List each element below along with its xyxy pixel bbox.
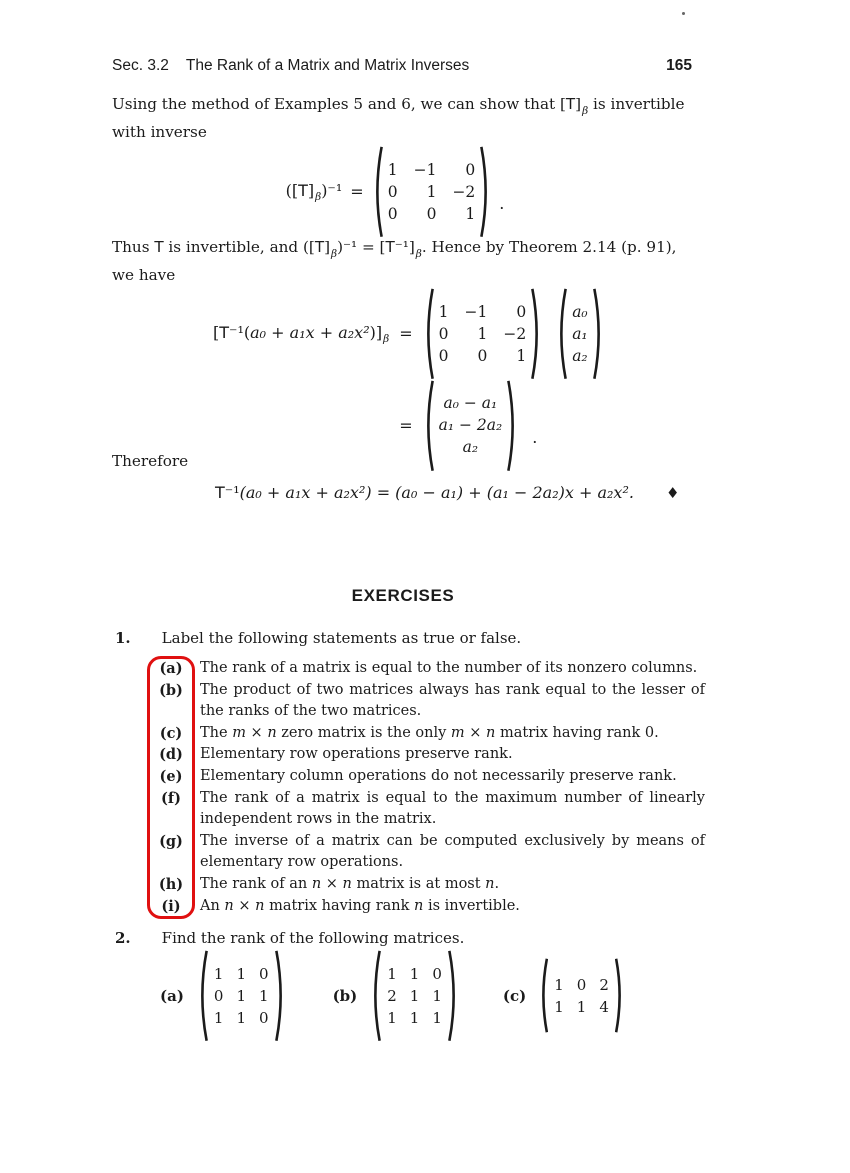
matrix-cell: 0 — [432, 964, 442, 983]
matrix-cell: 1 — [259, 986, 269, 1005]
matrix-cell: 1 — [477, 324, 488, 343]
matrix-cell: 0 — [387, 204, 398, 223]
list-item — [149, 723, 709, 745]
math-T: T — [154, 238, 164, 256]
math-run: m × n — [232, 724, 277, 741]
math-run: ([ — [302, 238, 315, 256]
beta-subscript: β — [331, 247, 338, 260]
math-run: ([ — [285, 180, 299, 200]
matrix-cell: 1 — [409, 964, 420, 983]
exercise-number: 2. — [115, 929, 131, 947]
text-run: we have — [112, 266, 176, 284]
math-T: T — [219, 322, 230, 342]
text-run: The product of two matrices always has rank equal to the lesser of the ranks of the two matrices. — [200, 681, 705, 720]
matrix-cell: 0 — [387, 182, 398, 201]
matrix-cell: 1 — [465, 204, 476, 223]
matrix-cell: 1 — [236, 964, 247, 983]
math-run: )⁻¹ = [ — [337, 238, 386, 256]
math-run: ] — [307, 180, 315, 200]
matrix-cell: a₀ − a₁ — [443, 394, 498, 413]
matrix-cell: 0 — [438, 346, 449, 365]
right-paren-icon — [593, 288, 604, 380]
part-label: (c) — [502, 986, 527, 1005]
right-paren-icon — [275, 950, 286, 1042]
list-item — [149, 744, 709, 766]
matrix-cells — [548, 969, 615, 1023]
right-paren-icon — [507, 380, 518, 472]
right-paren-icon — [531, 288, 542, 380]
text-run: is invertible. — [423, 897, 520, 914]
text-run: An — [200, 897, 225, 914]
text-run: The inverse of a matrix can be computed exclusively by means of elementary row operations. — [200, 832, 705, 871]
matrix-cell: 1 — [438, 302, 449, 321]
exercise-text: Find the rank of the following matrices. — [161, 929, 465, 947]
text-run: with inverse — [112, 123, 207, 141]
text-run: matrix having rank 0. — [495, 724, 659, 741]
equals-sign: = — [399, 415, 413, 435]
text-line — [112, 265, 708, 287]
matrix-cell: 2 — [599, 975, 609, 994]
equation-rhs — [423, 380, 604, 472]
math-T: T — [298, 180, 308, 200]
text-run: The — [200, 724, 233, 741]
math-T: T — [215, 483, 225, 502]
text-run: is invertible, and — [163, 238, 303, 256]
text-run: Thus — [112, 238, 155, 256]
right-paren-icon — [480, 146, 491, 238]
item-text — [200, 788, 705, 831]
text-run: The rank of an — [200, 875, 312, 892]
math-run: m × n — [450, 724, 496, 741]
matrix-cell: 1 — [236, 1008, 247, 1027]
math-T: T — [314, 238, 325, 256]
list-item — [149, 831, 709, 874]
math-run: )] — [369, 322, 383, 342]
beta-subscript: β — [415, 247, 422, 260]
equation-inverse-matrix — [0, 146, 820, 238]
text-run: . — [494, 875, 500, 892]
exercise-2-matrices — [160, 950, 624, 1042]
matrix-cell: 1 — [387, 160, 398, 179]
item-text — [200, 723, 705, 745]
left-paren-icon — [197, 950, 208, 1042]
matrix-cell: 1 — [426, 182, 437, 201]
matrix-cell: −2 — [503, 324, 527, 343]
right-paren-icon — [615, 958, 624, 1033]
section-label: Sec. 3.2 — [112, 57, 169, 74]
item-text — [200, 680, 705, 723]
math-run: n × n — [311, 875, 352, 892]
equation-lhs — [213, 323, 389, 346]
matrix-cells — [381, 958, 448, 1034]
vector-cells — [434, 387, 508, 463]
beta-subscript: β — [582, 104, 589, 117]
final-equation — [215, 483, 679, 502]
item-text — [200, 896, 705, 918]
matrix-cell: 1 — [387, 964, 397, 983]
left-paren-icon — [539, 958, 548, 1033]
matrix-cell: a₁ — [572, 324, 588, 343]
matrix-cell: 2 — [387, 986, 397, 1005]
item-label: (c) — [159, 724, 183, 742]
math-run: [ — [213, 322, 220, 342]
text-run: . Hence by Theorem 2.14 (p. 91), — [421, 238, 677, 256]
period: . — [499, 194, 505, 214]
matrix-cell: 1 — [554, 997, 564, 1016]
matrix-cell: 1 — [516, 346, 527, 365]
item-text — [200, 766, 705, 788]
math-bracket: ] — [575, 95, 582, 113]
matrix-cell: a₁ − 2a₂ — [438, 416, 503, 435]
text-run: is invertible — [588, 95, 685, 113]
item-label: (h) — [158, 875, 184, 893]
matrix-cell: 1 — [432, 1008, 442, 1027]
result-vector — [423, 380, 519, 472]
text-line — [112, 122, 708, 144]
item-label: (e) — [159, 767, 183, 785]
matrix-cell: a₂ — [462, 438, 479, 457]
text-run: zero matrix is the only — [276, 724, 451, 741]
math-run: n × n — [224, 897, 265, 914]
item-text — [200, 831, 705, 874]
period: . — [532, 427, 538, 447]
matrix-cell: 0 — [516, 302, 527, 321]
item-text — [200, 658, 705, 680]
left-paren-icon — [370, 950, 381, 1042]
part-label: (b) — [332, 986, 358, 1005]
matrix-cell: 0 — [438, 324, 449, 343]
math-run: n — [485, 875, 495, 892]
matrix-cell: 0 — [213, 986, 224, 1005]
math-T: T — [385, 238, 395, 256]
matrix-cell: −2 — [452, 182, 476, 201]
matrix-cell: 0 — [477, 346, 488, 365]
left-paren-icon — [556, 288, 567, 380]
matrix-cell: −1 — [464, 302, 488, 321]
matrix — [372, 146, 492, 238]
item-label: (g) — [159, 832, 183, 850]
matrix-cell: −1 — [413, 160, 437, 179]
matrix-cell: 1 — [387, 1008, 397, 1027]
scan-artifact-dot — [682, 12, 685, 15]
vector-cells — [567, 296, 592, 372]
matrix — [539, 958, 624, 1033]
beta-subscript: β — [383, 333, 390, 346]
thus-paragraph — [112, 237, 708, 287]
list-item — [149, 680, 709, 723]
matrix-cell: 1 — [213, 1008, 224, 1027]
text-run: The rank of a matrix is equal to the number of its nonzero columns. — [200, 660, 698, 676]
text-run: matrix having rank — [264, 897, 415, 914]
matrix-cells — [383, 154, 481, 230]
right-paren-icon — [448, 950, 459, 1042]
matrix-cell: a₀ — [572, 302, 588, 321]
text-run: Elementary row operations preserve rank. — [200, 746, 513, 763]
exercises-heading: EXERCISES — [351, 586, 455, 605]
equation-lhs — [286, 181, 343, 204]
matrix-cell: 0 — [576, 975, 587, 994]
item-label: (f) — [161, 789, 181, 807]
beta-subscript: β — [315, 191, 322, 204]
exercise-text: Label the following statements as true or false. — [161, 629, 522, 647]
exercise-1-prompt — [115, 629, 521, 647]
equation-rhs — [423, 288, 604, 380]
list-item — [149, 658, 709, 680]
exponent: ⁻¹ — [224, 483, 240, 502]
equation-apply-inverse — [213, 288, 604, 471]
polynomial: a₀ + a₁x + a₂x² — [250, 322, 370, 342]
list-item — [149, 766, 709, 788]
matrix-cell: 0 — [426, 204, 437, 223]
running-head — [112, 57, 469, 75]
text-line — [112, 94, 708, 122]
item-label: (a) — [159, 660, 183, 677]
matrix — [423, 288, 543, 380]
left-paren-icon — [372, 146, 383, 238]
list-item — [149, 896, 709, 918]
page-number: 165 — [666, 57, 692, 74]
math-run: )⁻¹ — [321, 180, 343, 200]
matrix-cell: 1 — [409, 1008, 420, 1027]
item-label: (i) — [161, 897, 181, 915]
matrix-cell: 1 — [213, 964, 224, 983]
math-T: T — [565, 95, 576, 113]
list-item — [149, 874, 709, 896]
item-text — [200, 744, 705, 766]
math-run: n — [414, 897, 424, 914]
item-text — [200, 874, 705, 896]
equation-body: (a₀ + a₁x + a₂x²) = (a₀ − a₁) + (a₁ − 2a₂)x + a₂x². — [239, 483, 634, 502]
text-run: Elementary column operations do not necessarily preserve rank. — [200, 767, 677, 784]
left-paren-icon — [423, 288, 434, 380]
matrix-cell: 0 — [259, 964, 269, 983]
item-label: (d) — [159, 746, 183, 764]
left-paren-icon — [423, 380, 434, 472]
matrix-cell: 0 — [259, 1008, 269, 1027]
matrix — [370, 950, 459, 1042]
therefore-text: Therefore — [112, 452, 189, 470]
math-bracket: [ — [559, 95, 566, 113]
math-run: ] — [324, 238, 331, 256]
matrix — [197, 950, 286, 1042]
math-run: ⁻¹( — [229, 322, 251, 342]
text-run: The rank of a matrix is equal to the maximum number of linearly independent rows in the matrix. — [200, 789, 705, 828]
matrix-cell: 0 — [465, 160, 476, 179]
matrix-cell: 4 — [599, 997, 609, 1016]
matrix-cell: 1 — [554, 975, 564, 994]
end-of-example-diamond: ♦ — [665, 484, 680, 502]
exercise-2-prompt — [115, 929, 464, 947]
matrix-cell: 1 — [236, 986, 247, 1005]
equals-sign: = — [350, 182, 364, 202]
list-item — [149, 788, 709, 831]
exercise-number: 1. — [115, 629, 131, 647]
text-line — [112, 237, 708, 265]
math-run: ⁻¹] — [394, 238, 415, 256]
text-run: matrix is at most — [351, 875, 486, 892]
item-label: (b) — [159, 681, 183, 699]
intro-paragraph — [112, 94, 708, 144]
part-label: (a) — [160, 986, 184, 1005]
matrix-cell: 1 — [432, 986, 442, 1005]
section-title: The Rank of a Matrix and Matrix Inverses — [185, 57, 470, 74]
matrix-cell: 1 — [576, 997, 587, 1016]
matrix-cell: a₂ — [572, 346, 588, 365]
matrix-cells — [208, 958, 275, 1034]
text-run: Using the method of Examples 5 and 6, we can show that — [112, 95, 560, 113]
statement-list — [149, 658, 709, 917]
matrix-cell: 1 — [409, 986, 420, 1005]
matrix-cells — [434, 296, 532, 372]
equals-sign: = — [399, 324, 413, 344]
page-header — [112, 57, 692, 75]
column-vector — [556, 288, 603, 380]
